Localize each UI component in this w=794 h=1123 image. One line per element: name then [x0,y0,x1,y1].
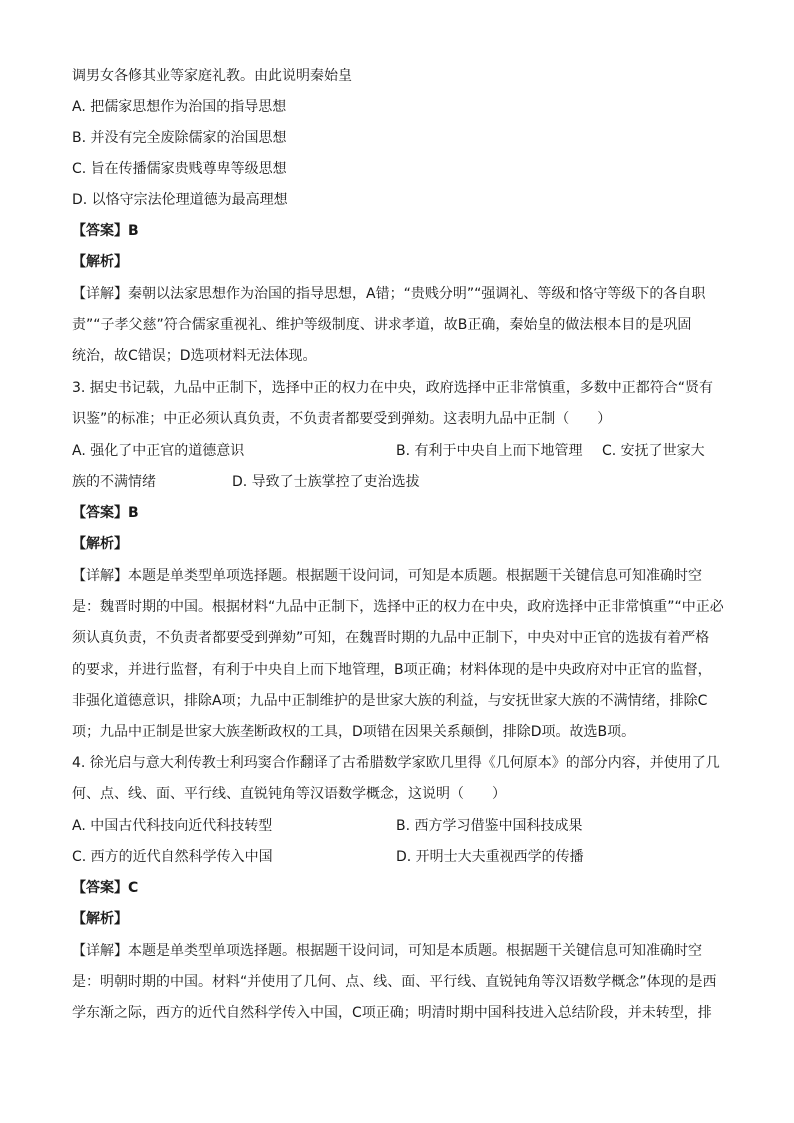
q2-stem-tail: 调男女各修其业等家庭礼教。由此说明秦始皇 [72,68,352,84]
q3-option-a: A. 强化了中正官的道德意识 [72,443,245,459]
q4-answer: 【答案】C [72,880,139,896]
q3-detail-line: 须认真负责，不负责者都要受到弹劾”可知，在魏晋时期的九品中正制下，中央对中正官的选拔有着严格 [72,630,710,646]
q4-option-a: A. 中国古代科技向近代科技转型 [72,818,273,834]
q3-detail-line: 是：魏晋时期的中国。根据材料“九品中正制下，选择中正的权力在中央，政府选择中正非常慎重”“中正必 [72,599,724,615]
q3-options-row [72,441,722,461]
q2-option-b: B. 并没有完全废除儒家的治国思想 [72,130,287,146]
q3-answer: 【答案】B [72,505,139,521]
q4-option-b: B. 西方学习借鉴中国科技成果 [396,818,583,834]
q3-stem-line: 识鉴”的标准；中正必须认真负责，不负责者都要受到弹劾。这表明九品中正制（ ） [72,411,612,427]
q3-option-c-continued: 族的不满情绪 [72,474,156,490]
q2-option-d: D. 以恪守宗法伦理道德为最高理想 [72,192,288,208]
q4-options-row [72,816,722,836]
q3-detail-line: 【详解】本题是单类型单项选择题。根据题干设问词，可知是本质题。根据题干关键信息可知准确时空 [72,568,702,584]
q2-option-c: C. 旨在传播儒家贵贱尊卑等级思想 [72,161,287,177]
q2-option-a: A. 把儒家思想作为治国的指导思想 [72,99,287,115]
q2-detail-line: 【详解】秦朝以法家思想作为治国的指导思想，A错；“贵贱分明”“强调礼、等级和恪守等级下的各自职 [72,286,706,302]
q4-analysis-label: 【解析】 [72,911,128,927]
q3-option-b: B. 有利于中央自上而下地管理 [396,443,583,459]
q2-detail-line: 统治，故C错误；D选项材料无法体现。 [72,348,317,364]
q3-option-d: D. 导致了士族掌控了吏治选拔 [232,474,420,490]
q4-option-d: D. 开明士大夫重视西学的传播 [396,849,584,865]
q2-answer: 【答案】B [72,223,139,239]
q3-stem-line: 3. 据史书记载，九品中正制下，选择中正的权力在中央，政府选择中正非常慎重，多数中正都符合“贤有 [72,380,714,396]
q2-analysis-label: 【解析】 [72,254,128,270]
q3-detail-line: 项；九品中正制是世家大族垄断政权的工具，D项错在因果关系颠倒，排除D项。故选B项。 [72,724,636,740]
q2-detail-line: 责”“子孝父慈”符合儒家重视礼、维护等级制度、讲求孝道，故B正确，秦始皇的做法根本目的是巩固 [72,317,692,333]
q4-detail-line: 学东渐之际，西方的近代自然科学传入中国，C项正确；明清时期中国科技进入总结阶段，并未转型，排 [72,1005,712,1021]
q4-detail-line: 【详解】本题是单类型单项选择题。根据题干设问词，可知是本质题。根据题干关键信息可知准确时空 [72,943,702,959]
q4-stem-line: 何、点、线、面、平行线、直锐钝角等汉语数学概念，这说明（ ） [72,786,506,802]
q4-stem-line: 4. 徐光启与意大利传教士利玛窦合作翻译了古希腊数学家欧几里得《几何原本》的部分内容，并使用了几 [72,755,720,771]
q4-options-row-2 [72,847,722,867]
q3-analysis-label: 【解析】 [72,536,128,552]
q3-detail-line: 非强化道德意识，排除A项；九品中正制维护的是世家大族的利益，与安抚世家大族的不满情绪，排除C [72,693,708,709]
q3-options-row-2 [72,472,722,492]
q4-option-c: C. 西方的近代自然科学传入中国 [72,849,273,865]
q3-detail-line: 的要求，并进行监督，有利于中央自上而下地管理，B项正确；材料体现的是中央政府对中正官的监督， [72,662,712,678]
q4-detail-line: 是：明朝时期的中国。材料“并使用了几何、点、线、面、平行线、直锐钝角等汉语数学概念”体现的是西 [72,974,717,990]
q3-option-c: C. 安抚了世家大 [602,443,705,459]
